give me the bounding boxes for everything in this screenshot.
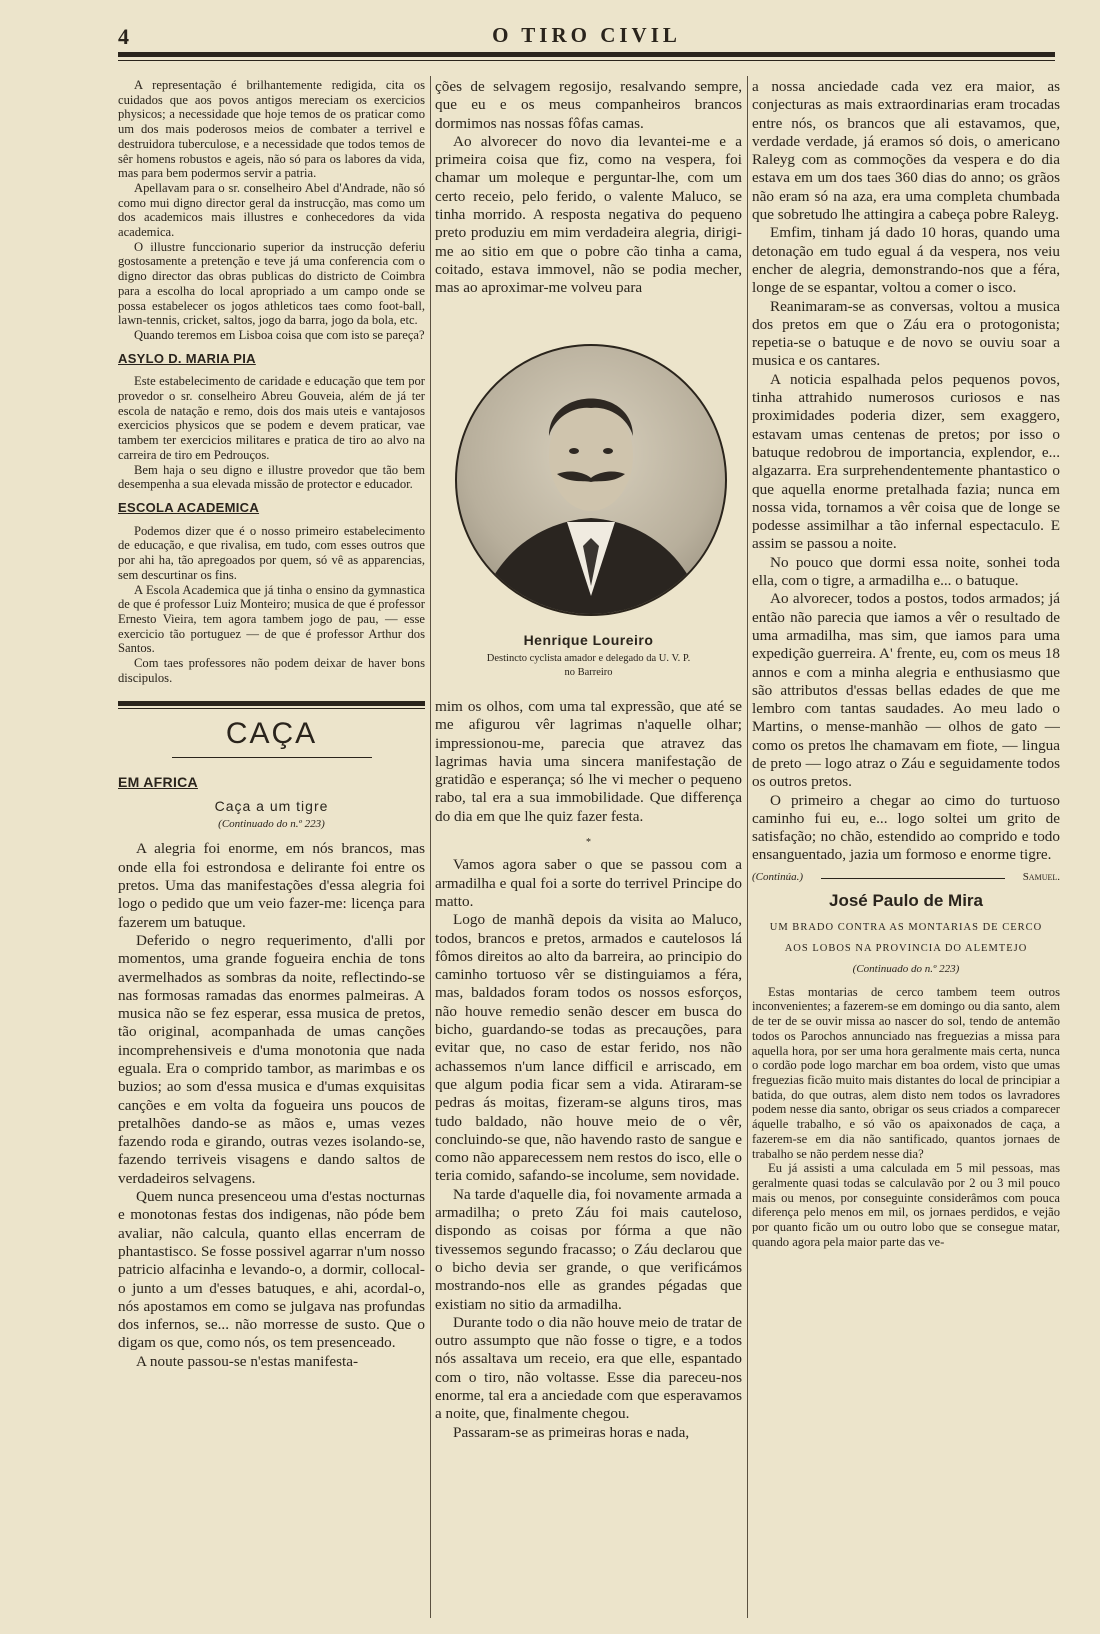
paragraph: Ao alvorecer do novo dia levantei-me e a primeira coisa que fiz, como na vespera, foi chamar um moleque e perguntar-lhe, com um certo receio, pelo ferido, o valente Maluco, se tinha morrido. A resposta negativa do pequeno preto produziu em mim verdadeira alegria, dirigi-me ao sitio em que o pobre cão tinha a cama, coitado, estava immovel, não se podia mecher, mas ao aproximar-me volveu para bbox=[435, 132, 742, 297]
header-rule bbox=[118, 52, 1055, 57]
paragraph: Na tarde d'aquelle dia, foi novamente armada a armadilha; o preto Záu foi mais cauteloso, dispondo as coisas por fórma a que não tivessemos segundo fracasso; o Záu declarou que o bicho devia ser grande, o que verificámos mostrando-nos elle as grandes pégadas que existiam no sitio da armadilha. bbox=[435, 1185, 742, 1313]
paragraph: Durante todo o dia não houve meio de tratar de outro assumpto que não fosse o tigre, e a todos nós assaltava um receio, era que elle, espantado com o tiro, não voltasse. Esse dia pareceu-nos enorme, tal era a anciedade com que esperavamos a noite, que, finalmente chegou. bbox=[435, 1313, 742, 1423]
paragraph: Deferido o negro requerimento, d'alli por momentos, uma grande fogueira enchia de tons avermelhados as sombras da noite, reflectindo-se nas formosas ramadas das enormes palmeiras. A musica não se fez esperar, essa musica de pretos, tão original, acompanhada de umas canções incomprehensiveis e d'uma monotonia que nada eguala. Era o comprido tambor, as marimbas e os buzios; ao som d'essa musica e d'umas exquisitas canções e em volta da fogueira uns poucos de pretalhões dando-se as mãos e, umas vezes fazendo roda e girando, outras vezes isolando-se, fazendo terriveis visagens e dando saltos de verdadeiros selvagens. bbox=[118, 931, 425, 1187]
section-rule bbox=[118, 701, 425, 706]
newspaper-title: O TIRO CIVIL bbox=[492, 23, 681, 47]
separator-star: * bbox=[586, 837, 591, 849]
paragraph: O primeiro a chegar ao cimo do turtuoso caminho fui eu, e... logo soltei um grito de satisfação; no chão, estendido ao comprido e todo ensanguentado, jazia um formoso e enorme tigre. bbox=[752, 791, 1060, 864]
section-heading: EM AFRICA bbox=[118, 774, 198, 791]
paragraph: Com taes professores não podem deixar de haver bons discipulos. bbox=[118, 656, 425, 685]
paragraph: A Escola Academica que já tinha o ensino da gymnastica de que é professor Luiz Monteiro; musica de que é professor Ernesto Vieira, tem agora tambem jogo de pau, — esse exercicio tão portuguez — de que é professor Arthur dos Santos. bbox=[118, 582, 425, 656]
paragraph: Passaram-se as primeiras horas e nada, bbox=[453, 1423, 690, 1441]
paragraph: Bem haja o seu digno e illustre provedor que tão bem desempenha a sua elevada missão de protector e educador. bbox=[118, 462, 425, 492]
article-subtitle-2: AOS LOBOS NA PROVINCIA DO ALEMTEJO bbox=[784, 942, 1028, 954]
caption-line: Destincto cyclista amador e delegado da U. V. P. bbox=[486, 653, 691, 664]
paragraph: ções de selvagem regosijo, resalvando sempre, que eu e os meus companheiros brancos dormimos nas nossas fôfas camas. bbox=[435, 78, 742, 132]
section-rule-thin bbox=[118, 708, 425, 709]
page-header bbox=[118, 20, 1055, 52]
continued-note: (Continuado do n.º 223) bbox=[852, 962, 960, 975]
paragraph: Vamos agora saber o que se passou com a armadilha e qual foi a sorte do terrivel Principe do matto. bbox=[435, 856, 742, 910]
article-title: José Paulo de Mira bbox=[829, 890, 983, 910]
paragraph: Ao alvorecer, todos a postos, todos armados; já então não parecia que iamos a vêr o resultado de uma armadilha, mas sim, que iamos para uma expedição guerreira. A' frente, eu, com os meus 18 annos e com a minha alegria e enthusiasmo que são attributos d'essas bellas edades de que me lembro com tantas saudades. Ao meu lado o Martins, o mense-manhão — olhos de gato — como os pretos lhe chamavam em fiote, — lingua de preto — logo atraz o Záu e seguidamente todos os outros pretos. bbox=[752, 590, 1060, 791]
paragraph: No pouco que dormi essa noite, sonhei toda ella, com o tigre, a armadilha e... o batuque. bbox=[752, 553, 1060, 590]
section-heading: ESCOLA ACADEMICA bbox=[118, 499, 260, 515]
paragraph: A representação é brilhantemente redigida, cita os cuidados que aos povos antigos mereciam os exercicios physicos; a necessidade que hoje temos de os praticar como um dos mais poderosos meios de combater a terrivel e destruidora tuberculose, e a necessidade que todos temos de sêr homens robustos e ageis, não só para os labores da vida, mas para bem podermos servir a patria. bbox=[118, 78, 425, 181]
paragraph: A noticia espalhada pelos pequenos povos, tinha attrahido numerosos curiosos e nas proximidades poderia dizer, sem exaggero, estavam umas centenas de pretos; por isso o batuque redobrou de importancia, explendor, e... algazarra. Era surprehendentemente phantastico o que aquella enorme pretalhada fazia; nunca em nossa vida, tornamos a vêr coisa que de longe se podesse assimilhar a tão infernal espectaculo. E assim se passou a noite. bbox=[752, 370, 1060, 553]
paragraph: Estas montarias de cerco tambem teem outros inconvenientes; a fazerem-se em domingo ou dia santo, alem de ter de se ouvir missa ao nascer do sol, tendo de antemão todos os Parochos annunciado nas freguezias a missa para aquella hora, por ser uma hora geralmente mais certa, nunca o cordão pode logo marchar em boa ordem, visto que umas freguezias ficão muito mais distantes do local de principiar a batida, do que outras, alem disto nem todos os lavradores podem nesse dia santo, obrigar os seus criados a comparecer áquelle trabalho, e só vão os apaixonados de caça, a fazerem-se em dia não santificado, quantos jornaes de trabalho se não perdem nesse dia? bbox=[752, 984, 1060, 1161]
header-rule-thin bbox=[118, 60, 1055, 61]
paragraph: Apellavam para o sr. conselheiro Abel d'Andrade, não só como mui digno director geral da instrucção, mas como um dos academicos mais illustres e conhecedores da vida academica. bbox=[118, 180, 425, 240]
paragraph: O illustre funccionario superior da instrucção deferiu gostosamente a pretenção e teve já uma conferencia com o digno director das obras publicas do districto de Coimbra para a escolha do local apropriado a um campo onde se possa estabelecer os jogos athleticos taes como foot-ball, lawn-tennis, cricket, saltos, jogo da barra, jogo da bola, etc. bbox=[118, 239, 425, 328]
paragraph: Emfim, tinham já dado 10 horas, quando uma detonação em tudo egual á da vespera, nos veiu encher de alegria, demonstrando-nos que a féra, longe de se espantar, voltou a comer o isco. bbox=[752, 224, 1060, 297]
paragraph: A alegria foi enorme, em nós brancos, mas onde ella foi estrondosa e delirante foi entre os pretos. Uma das manifestações d'essa alegria foi logo o pedido que um veio fazer-me: licença para fazerem um batuque. bbox=[118, 840, 425, 931]
article-subtitle: Caça a um tigre bbox=[214, 798, 329, 815]
paragraph: A noute passou-se n'estas manifesta- bbox=[136, 1352, 359, 1370]
caption-line: no Barreiro bbox=[564, 667, 613, 678]
paragraph: mim os olhos, com uma tal expressão, que até se me afigurou vêr lagrimas n'aquelle olhar; impressionou-me, parecia que atravez das lagrimas havia uma sincera manifestação de gratidão e esperança; só lhe vi mecher o pequeno rabo, tal era a sua immobilidade. Que differença do dia em que lhe quiz fazer festa. bbox=[435, 698, 742, 825]
article-signature bbox=[752, 871, 1060, 883]
paragraph: Quem nunca presenceou uma d'estas nocturnas e monotonas festas dos indigenas, não póde bem avaliar, não calcula, quanto ellas encerram de phantastisco. Se fosse possivel agarrar n'um nosso patricio alfacinha e levando-o, a dormir, collocal-o junto a um d'esses batuques, e ahi, acordal-o, nós apostamos em como se julgava nas profundas dos infernos, se... não morresse de susto. Que o digam os que, como nós, os tem presenceado. bbox=[118, 1188, 425, 1352]
continued-note: (Continuado do n.º 223) bbox=[218, 818, 325, 831]
paragraph: Quando teremos em Lisboa coisa que com isto se pareça? bbox=[134, 327, 425, 342]
column-3 bbox=[752, 78, 1060, 1614]
portrait-illustration bbox=[457, 346, 725, 614]
portrait-photo bbox=[455, 344, 727, 616]
continua-note: (Continúa.) bbox=[752, 870, 804, 883]
author-name: Samuel. bbox=[1022, 870, 1060, 883]
column-divider bbox=[430, 76, 431, 1618]
paragraph: a nossa anciedade cada vez era maior, as conjecturas as mais extraordinarias eram trocadas entre nós, os brancos que ali estavamos, que, verdade verdade, já eramos só dois, o americano Raleyg com as commoções da vespera e do dia estava em um dos taes 360 dias do anno; os grãos não eram só na aza, era uma completa chumbada que sobretudo lhe attingira a cabeça pobre Raleyg. bbox=[752, 78, 1060, 224]
column-divider bbox=[747, 76, 748, 1618]
article-subtitle-1: UM BRADO CONTRA AS MONTARIAS DE CERCO bbox=[769, 921, 1043, 933]
paragraph: Este estabelecimento de caridade e educação que tem por provedor o sr. conselheiro Abreu Gouveia, além de já ter escola de natação e remo, dois dos mais uteis e vantajosos exercicios physicos que se podem e devem praticar, vae tambem ter exercicios militares e pratica de tiro ao alvo na carreira de tiro em Pedrouços. bbox=[118, 374, 425, 462]
paragraph: Podemos dizer que é o nosso primeiro estabelecimento de educação, e que rivalisa, em tudo, com esses outros que por ahi ha, tão apregoados por quem, só vê as apparencias, sem descurtinar os fins. bbox=[118, 523, 425, 582]
paragraph: Eu já assisti a uma calculada em 5 mil pessoas, mas geralmente quasi todas se calculavão por 2 ou 3 mil pouco mais ou menos, por conseguinte considerâmos com pouca diferença pelo menos em mil, os jornaes perdidos, e vejão por quanto ficão um ou outro lobo que se consegue matar, quando agora pela maior parte das ve- bbox=[752, 1161, 1060, 1249]
column-1 bbox=[118, 78, 425, 1614]
photo-caption-name: Henrique Loureiro bbox=[523, 632, 654, 648]
photo-caption-description bbox=[435, 652, 742, 680]
heading-underline bbox=[172, 757, 372, 758]
column-2 bbox=[435, 78, 742, 1614]
paragraph: Reanimaram-se as conversas, voltou a musica dos pretos em que o Záu era o protogonista; repetia-se o batuque e de novo se ouviu soar a musica e os cantares. bbox=[752, 297, 1060, 370]
page-number: 4 bbox=[118, 24, 129, 49]
caca-heading: CAÇA bbox=[225, 717, 318, 751]
paragraph: Logo de manhã depois da visita ao Maluco, todos, brancos e pretos, armados e cautelosos lá fômos direitos ao alto da barreira, ao principio do caminho tortuoso vêr se distinguiamos a féra, mas, baldados foram todos os nossos esforços, não houve remedio senão descer em busca do bicho, guardando-se todas as precauções, para evitar que, no caso de estar ferido, nos não achassemos n'um lance difficil e arriscado, em que algum podia ficar sem a vida. Atiraram-se pedras ás moitas, fizeram-se alguns tiros, mas tudo baldado, não houve meio de o vêr, concluindo-se que, não havendo rasto de sangue e como não apparecessem nem restos do isco, elle o teria comido, safando-se incolume, sem novidade. bbox=[435, 911, 742, 1185]
section-heading: ASYLO D. MARIA PIA bbox=[118, 350, 256, 366]
signature-rule bbox=[821, 878, 1005, 879]
